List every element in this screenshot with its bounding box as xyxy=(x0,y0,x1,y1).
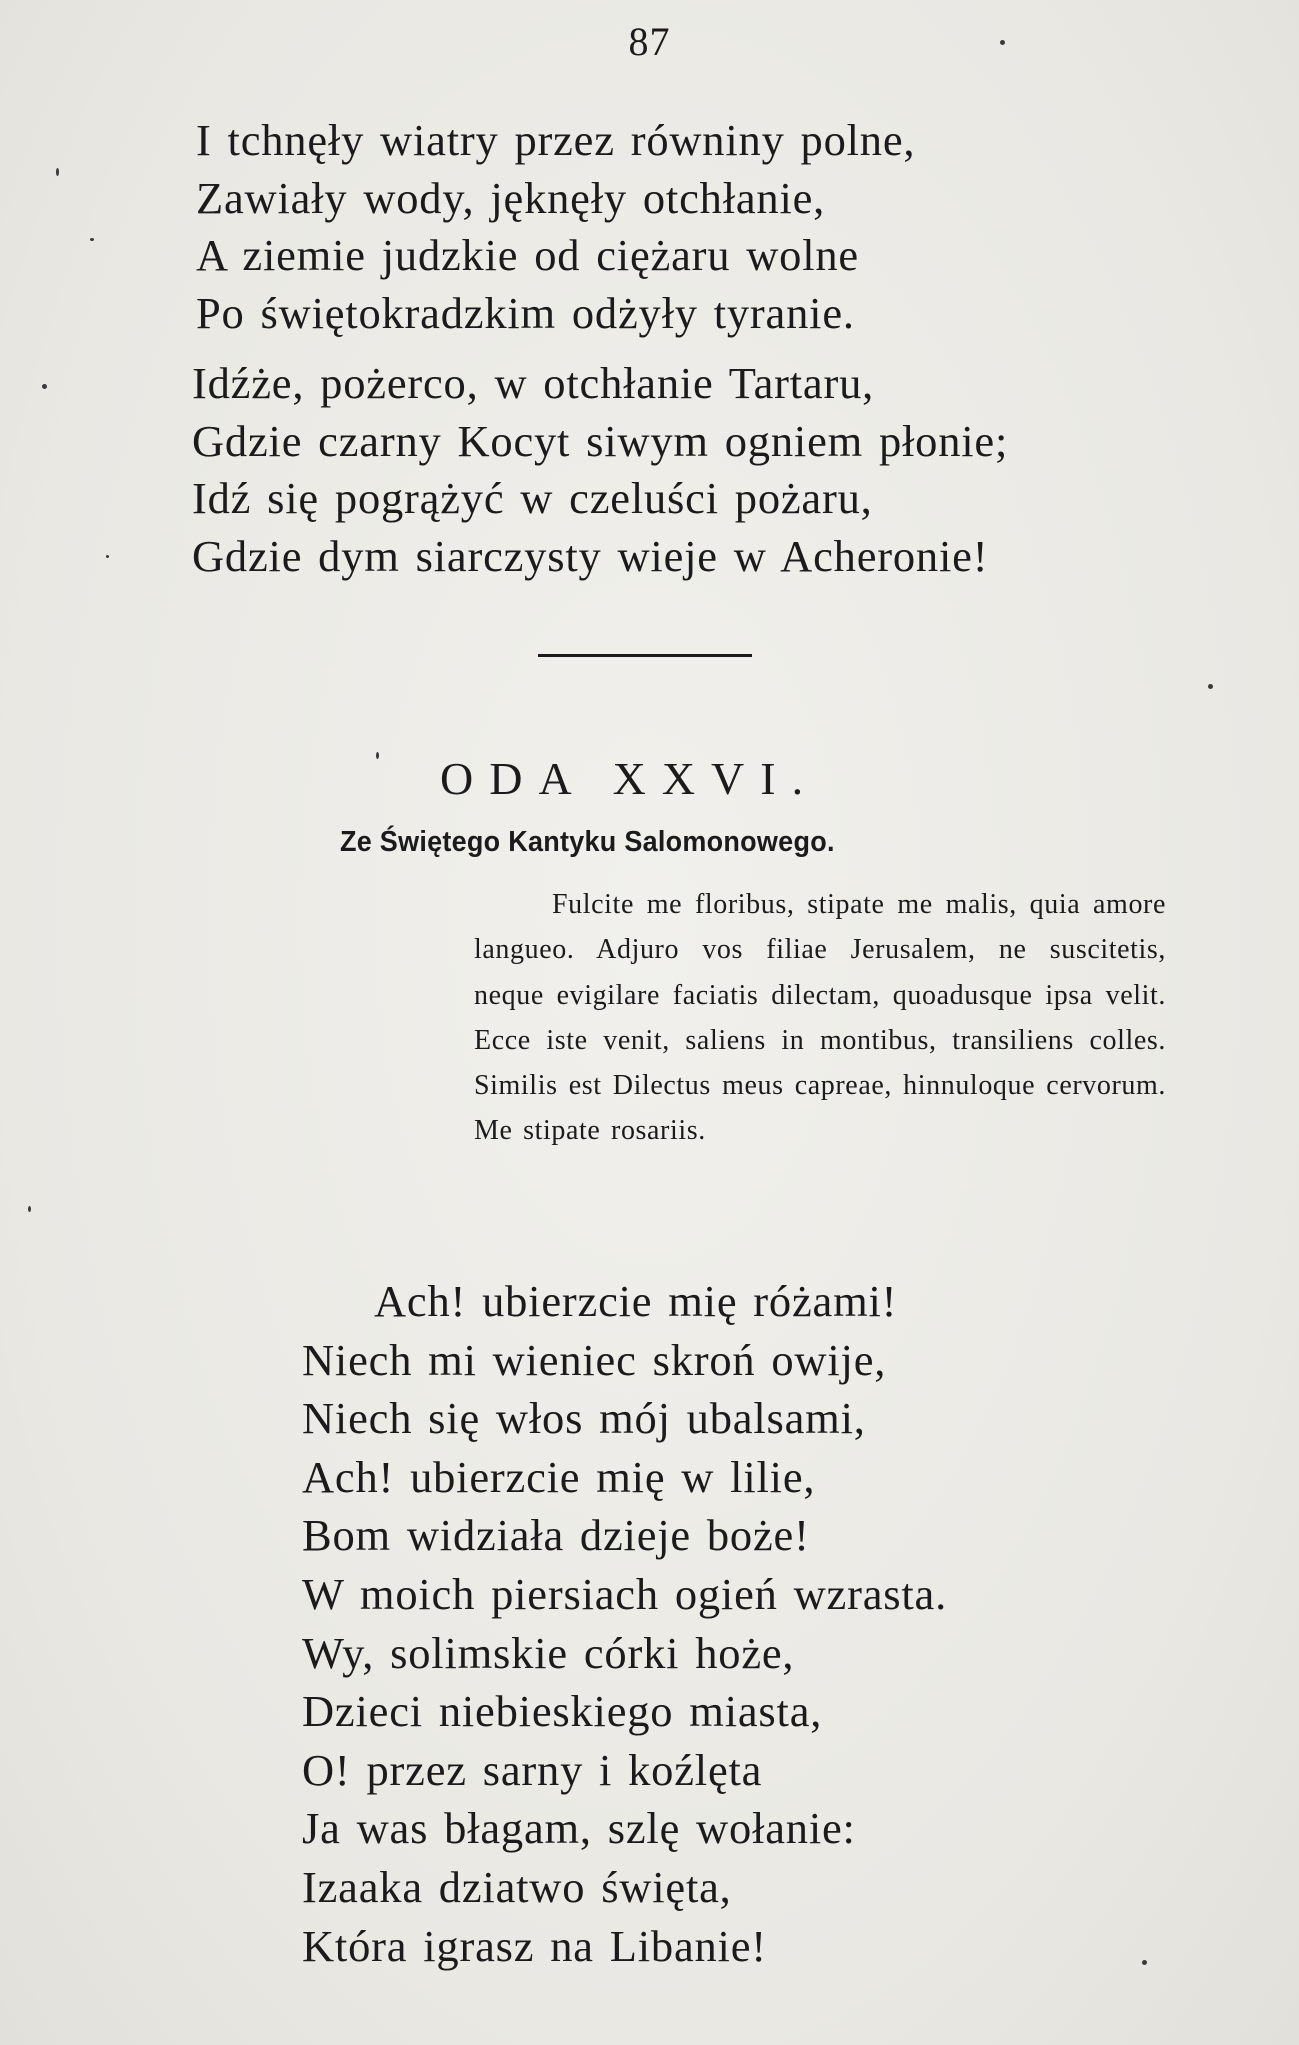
verse-line: Ja was błagam, szlę wołanie: xyxy=(302,1803,856,1854)
verse-line: I tchnęły wiatry przez równiny polne, xyxy=(196,115,916,165)
stanza-3 xyxy=(302,1272,947,1975)
print-speck xyxy=(1000,40,1005,45)
page-number: 87 xyxy=(628,19,671,64)
print-speck xyxy=(1208,684,1213,689)
verse-line: Która igrasz na Libanie! xyxy=(302,1920,767,1971)
verse-line: Niech mi wieniec skroń owije, xyxy=(302,1334,887,1385)
print-speck xyxy=(42,384,47,389)
print-speck xyxy=(28,1206,31,1212)
ode-title: ODA XXVI. xyxy=(440,753,820,804)
verse-line: Zawiały wody, jęknęły otchłanie, xyxy=(196,172,826,223)
verse-line: Dzieci niebieskiego miasta, xyxy=(302,1686,823,1737)
verse-line: Gdzie czarny Kocyt siwym ogniem płonie; xyxy=(192,415,1009,466)
ode-subtitle: Ze Świętego Kantyku Salomonowego. xyxy=(340,826,835,858)
verse-line: Ach! ubierzcie mię różami! xyxy=(374,1276,898,1326)
print-speck xyxy=(376,752,379,759)
section-divider xyxy=(538,654,752,657)
verse-line: Niech się włos mój ubalsami, xyxy=(302,1393,866,1444)
verse-line: Idźże, pożerco, w otchłanie Tartaru, xyxy=(192,358,875,408)
verse-line: O! przez sarny i koźlęta xyxy=(302,1744,763,1795)
print-speck xyxy=(1142,1960,1147,1965)
latin-epigraph: Fulcite me floribus, stipate me malis, quia amore langueo. Adjuro vos filiae Jerusalem, ne suscitetis, neque evigilare faciatis dilectam, quoadusque ipsa velit. Ecce iste venit, saliens in montibus, transiliens colles. Similis est Dilectus meus capreae, hinnuloque cervorum. Me stipate rosariis. xyxy=(474,889,1166,1147)
verse-line: Izaaka dziatwo święta, xyxy=(302,1861,732,1912)
verse-line: W moich piersiach ogień wzrasta. xyxy=(302,1568,948,1619)
stanza-1 xyxy=(196,112,915,342)
verse-line: Po świętokradzkim odżyły tyranie. xyxy=(196,287,855,338)
verse-line: Gdzie dym siarczysty wieje w Acheronie! xyxy=(192,530,989,581)
verse-line: Ach! ubierzcie mię w lilie, xyxy=(302,1451,816,1502)
verse-line: Idź się pogrążyć w czeluści pożaru, xyxy=(192,473,873,523)
print-speck xyxy=(56,168,59,176)
print-speck xyxy=(90,238,94,241)
verse-line: Bom widziała dzieje boże! xyxy=(302,1510,810,1561)
stanza-2 xyxy=(192,355,1008,585)
print-speck xyxy=(106,555,109,558)
verse-line: Wy, solimskie córki hoże, xyxy=(302,1627,795,1678)
verse-line: A ziemie judzkie od ciężaru wolne xyxy=(196,230,859,280)
